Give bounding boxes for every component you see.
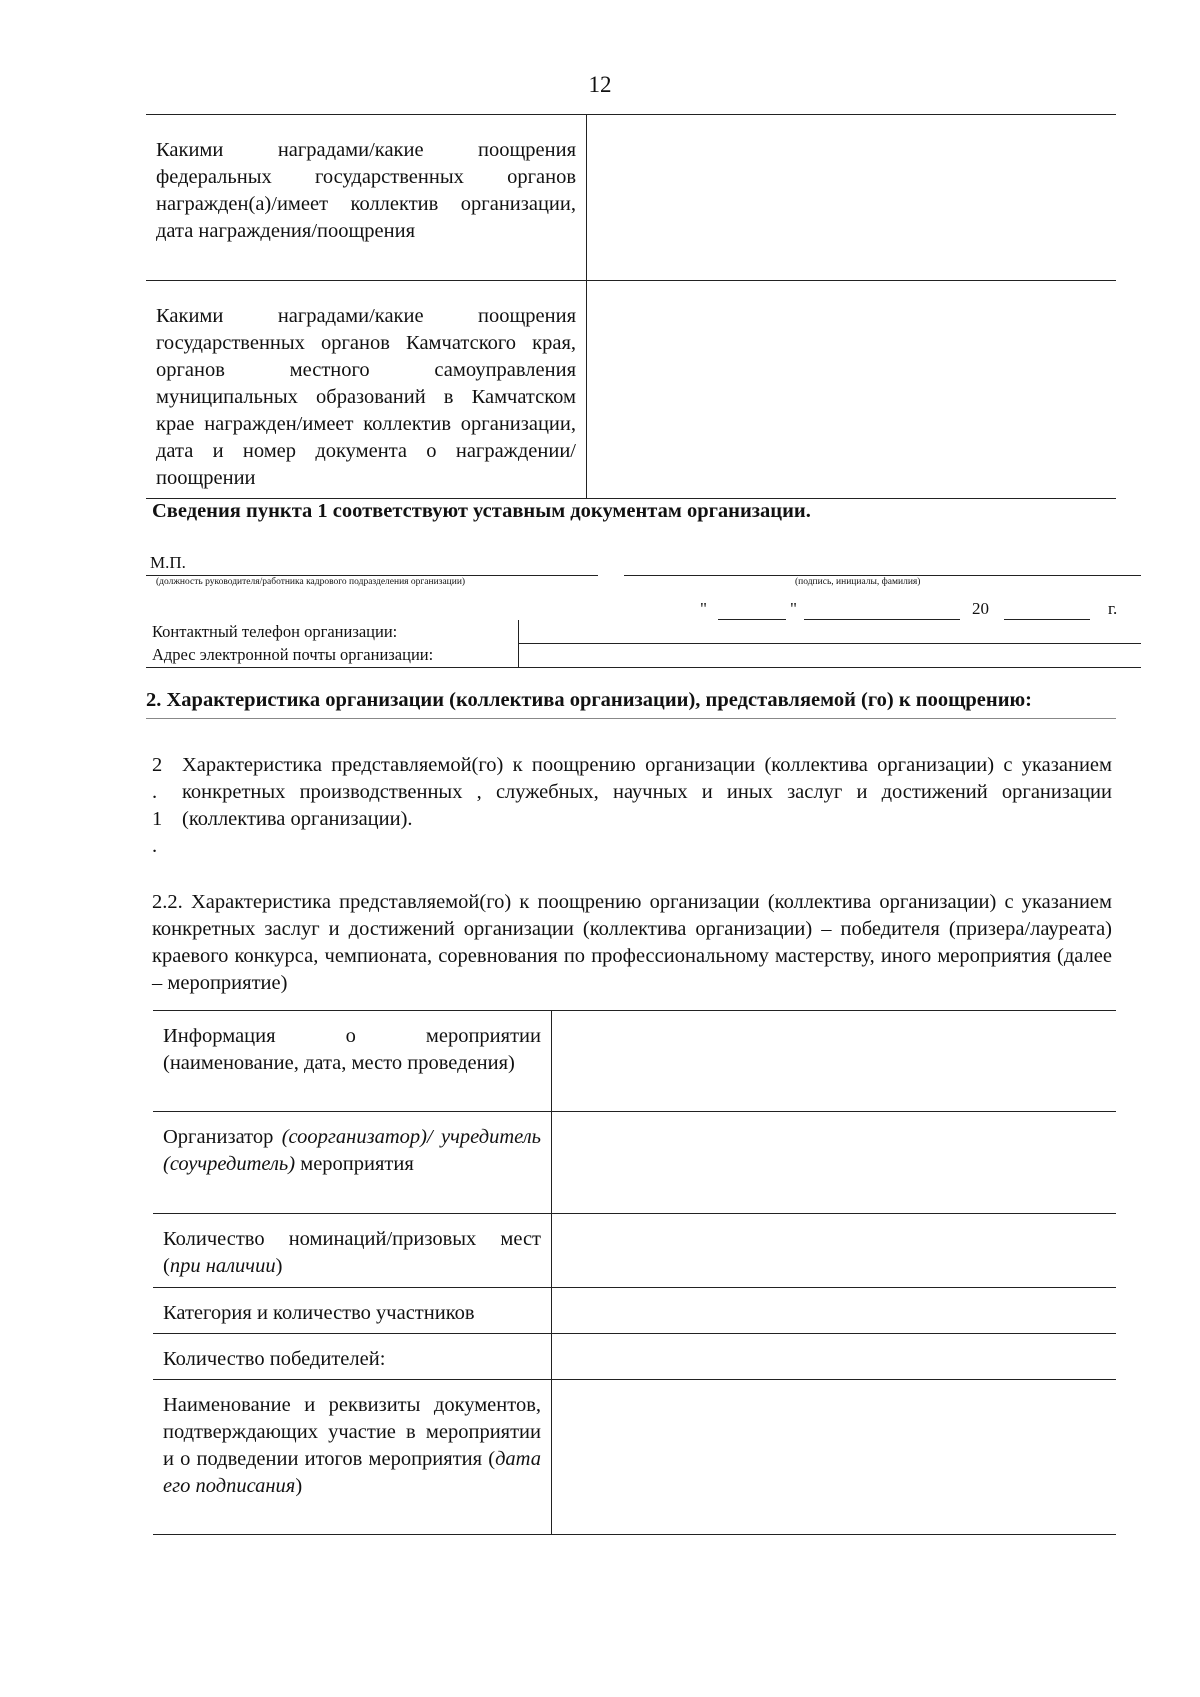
nominations-value[interactable] bbox=[552, 1214, 1117, 1288]
regional-awards-value[interactable] bbox=[587, 281, 1117, 499]
participants-label: Категория и количество участников bbox=[153, 1288, 552, 1334]
awards-table bbox=[146, 114, 1116, 499]
event-table bbox=[153, 1010, 1116, 1535]
item-2-1-number: 2 . 1 . bbox=[152, 754, 163, 857]
documents-label: Наименование и реквизиты документов, подтверждающих участие в мероприятии и о подведении итогов мероприятия (дата его подписания) bbox=[153, 1380, 552, 1535]
phone-field[interactable] bbox=[519, 620, 1142, 644]
stamp-label: М.П. bbox=[150, 553, 186, 572]
quote-open: " bbox=[700, 599, 707, 618]
email-label: Адрес электронной почты организации: bbox=[146, 644, 519, 668]
table-row bbox=[153, 1380, 1116, 1535]
documents-value[interactable] bbox=[552, 1380, 1117, 1535]
signature-line bbox=[624, 575, 1141, 576]
table-row bbox=[153, 1334, 1116, 1380]
winners-value[interactable] bbox=[552, 1334, 1117, 1380]
event-info-label: Информация о мероприятии (наименование, дата, место проведения) bbox=[153, 1011, 552, 1112]
quote-close: " bbox=[790, 599, 797, 618]
federal-awards-label: Какими наградами/какие поощрения федеральных государственных органов награжден(а)/имеет коллектив организации, дата награждения/поощрения bbox=[146, 115, 587, 281]
year-suffix: г. bbox=[1108, 599, 1118, 618]
section-2-heading: 2. Характеристика организации (коллектива организации), представляемой (го) к поощрению: bbox=[146, 687, 1116, 719]
regional-awards-label: Какими наградами/какие поощрения государственных органов Камчатского края, органов местного самоуправления муниципальных образований в Камчатском крае награжден/имеет коллектив организации, дата и номер документа о награждении/поощрении bbox=[146, 281, 587, 499]
participants-value[interactable] bbox=[552, 1288, 1117, 1334]
email-field[interactable] bbox=[519, 644, 1142, 668]
table-row bbox=[146, 281, 1116, 499]
organizer-label: Организатор (соорганизатор)/ учредитель (соучредитель) мероприятия bbox=[153, 1112, 552, 1214]
organizer-value[interactable] bbox=[552, 1112, 1117, 1214]
event-info-value[interactable] bbox=[552, 1011, 1117, 1112]
item-2-2-text: 2.2. Характеристика представляемой(го) к поощрению организации (коллектива организации) с указанием конкретных заслуг и достижений организации (коллектива организации) – победителя (призера/лауреата) краевого конкурса, чемпионата, соревнования по профессиональному мастерству, иного мероприятия (далее – мероприятие) bbox=[152, 891, 1112, 994]
table-row bbox=[146, 115, 1116, 281]
position-line bbox=[146, 575, 598, 576]
table-row bbox=[153, 1288, 1116, 1334]
signature-caption: (подпись, инициалы, фамилия) bbox=[795, 577, 921, 587]
table-row bbox=[153, 1011, 1116, 1112]
federal-awards-value[interactable] bbox=[587, 115, 1117, 281]
table-row bbox=[146, 644, 1141, 668]
phone-label: Контактный телефон организации: bbox=[146, 620, 519, 644]
winners-label: Количество победителей: bbox=[153, 1334, 552, 1380]
contacts-table bbox=[146, 620, 1141, 668]
year-prefix: 20 bbox=[972, 599, 989, 618]
item-2-1-text: Характеристика представляемой(го) к поощрению организации (коллектива организации) с указанием конкретных производственных , служебных, научных и иных заслуг и достижений организации (коллектива организации). bbox=[182, 754, 1112, 830]
item-2-1 bbox=[152, 752, 1112, 857]
table-row bbox=[153, 1214, 1116, 1288]
position-caption: (должность руководителя/работника кадрового подразделения организации) bbox=[156, 577, 466, 587]
page-number: 12 bbox=[588, 72, 612, 97]
table-row bbox=[153, 1112, 1116, 1214]
table-row bbox=[146, 620, 1141, 644]
nominations-label: Количество номинаций/призовых мест (при наличии) bbox=[153, 1214, 552, 1288]
confirmation-note: Сведения пункта 1 соответствуют уставным документам организации. bbox=[152, 500, 811, 522]
